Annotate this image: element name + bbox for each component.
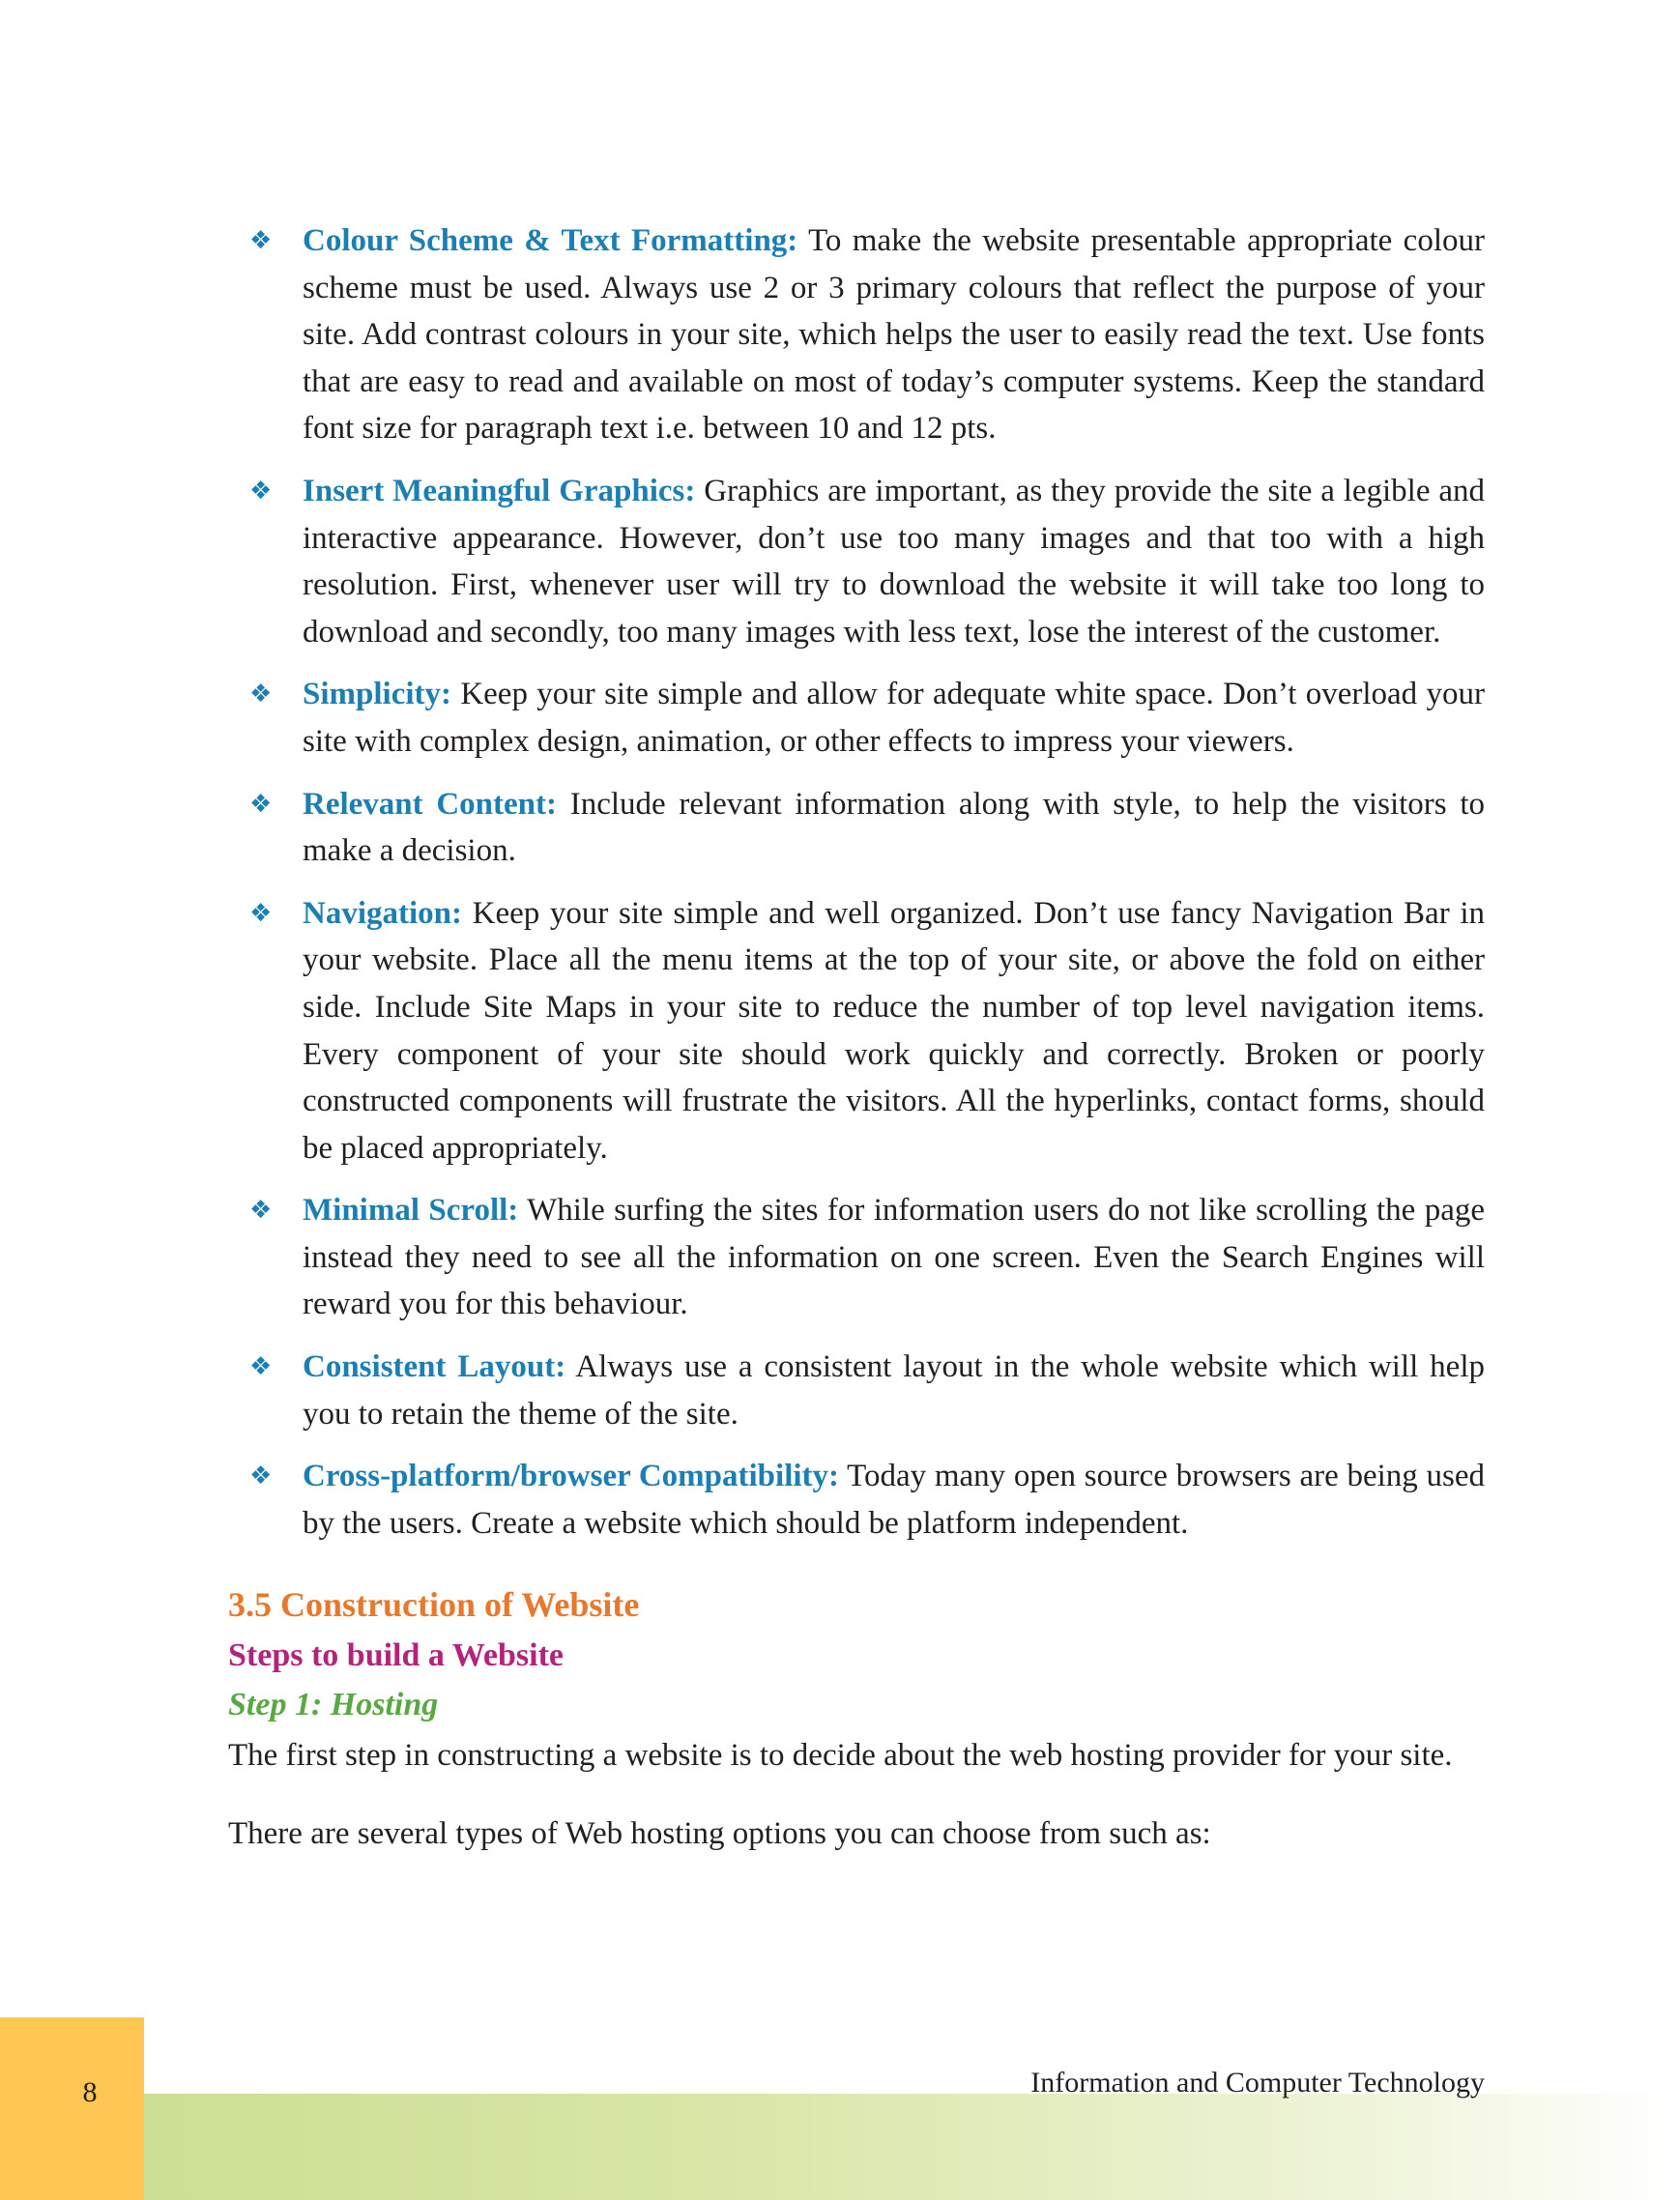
body-paragraph: The first step in constructing a website is to decide about the web hosting provider for your site. [228, 1738, 1453, 1774]
bullet-term: Navigation: [303, 895, 462, 931]
list-item [228, 671, 1485, 765]
bullet-term: Relevant Content: [303, 786, 557, 822]
diamond-bullet-icon: ❖ [249, 1196, 273, 1226]
list-item [228, 468, 1485, 655]
list-item [228, 1453, 1485, 1547]
bullet-text: To make the website presentable appropriate colour scheme must be used. Always use 2 or 3 primary colours that reflect the purpose of your site. Add contrast colours in your site, which helps the user to easily read the text. Use fonts that are easy to read and available on most of today’s computer systems. Keep the standard font size for paragraph text i.e. between 10 and 12 pts. [303, 223, 1485, 447]
bullet-term: Cross-platform/browser Compatibility: [303, 1459, 840, 1494]
bullet-text: Keep your site simple and well organized. Don’t use fancy Navigation Bar in your website. Place all the menu items at the top of your site, or above the fold on either side. Include Site Maps in your site to reduce the number of top level navigation items. Every component of your site should work quickly and correctly. Broken or poorly constructed components will frustrate the visitors. All the hyperlinks, contact forms, should be placed appropriately. [303, 895, 1485, 1166]
body-paragraph: There are several types of Web hosting options you can choose from such as: [228, 1816, 1211, 1852]
diamond-bullet-icon: ❖ [249, 898, 273, 928]
page-content [228, 217, 1485, 1858]
list-item [228, 1187, 1485, 1328]
bullet-term: Consistent Layout: [303, 1349, 566, 1385]
page-number: 8 [82, 2076, 98, 2108]
list-item [228, 217, 1485, 452]
bullet-text: Include relevant information along with style, to help the visitors to make a decision. [303, 786, 1485, 869]
list-item [228, 781, 1485, 875]
diamond-bullet-icon: ❖ [249, 1462, 273, 1491]
diamond-bullet-icon: ❖ [249, 789, 273, 819]
bullet-term: Simplicity: [303, 677, 451, 712]
diamond-bullet-icon: ❖ [249, 476, 273, 506]
bullet-text: Always use a consistent layout in the whole website which will help you to retain the theme of the site. [303, 1349, 1486, 1432]
bullet-text: While surfing the sites for information users do not like scrolling the page instead they need to see all the information on one screen. Even the Search Engines will reward you for this behaviour. [303, 1193, 1486, 1322]
running-footer-title: Information and Computer Technology [1030, 2067, 1485, 2099]
bullet-text: Keep your site simple and allow for adequate white space. Don’t overload your site with complex design, animation, or other effects to impress your viewers. [303, 677, 1485, 759]
footer-band [0, 2094, 1680, 2200]
bullet-text: Today many open source browsers are being used by the users. Create a website which should be platform independent. [303, 1459, 1485, 1541]
bullet-text: Graphics are important, as they provide the site a legible and interactive appearance. However, don’t use too many images and that too with a high resolution. First, whenever user will try to download the website it will take too long to download and secondly, too many images with less text, lose the interest of the customer. [303, 473, 1485, 650]
design-principles-list [228, 217, 1485, 1547]
list-item [228, 1344, 1485, 1437]
bullet-term: Insert Meaningful Graphics: [303, 473, 696, 508]
diamond-bullet-icon: ❖ [249, 680, 273, 709]
step-heading: Step 1: Hosting [228, 1687, 439, 1723]
list-item [228, 890, 1485, 1172]
diamond-bullet-icon: ❖ [249, 226, 273, 255]
bullet-term: Colour Scheme & Text Formatting: [303, 223, 798, 258]
bullet-term: Minimal Scroll: [303, 1193, 519, 1229]
section-heading: 3.5 Construction of Website [228, 1585, 640, 1625]
diamond-bullet-icon: ❖ [249, 1352, 273, 1382]
subsection-heading: Steps to build a Website [228, 1637, 565, 1674]
